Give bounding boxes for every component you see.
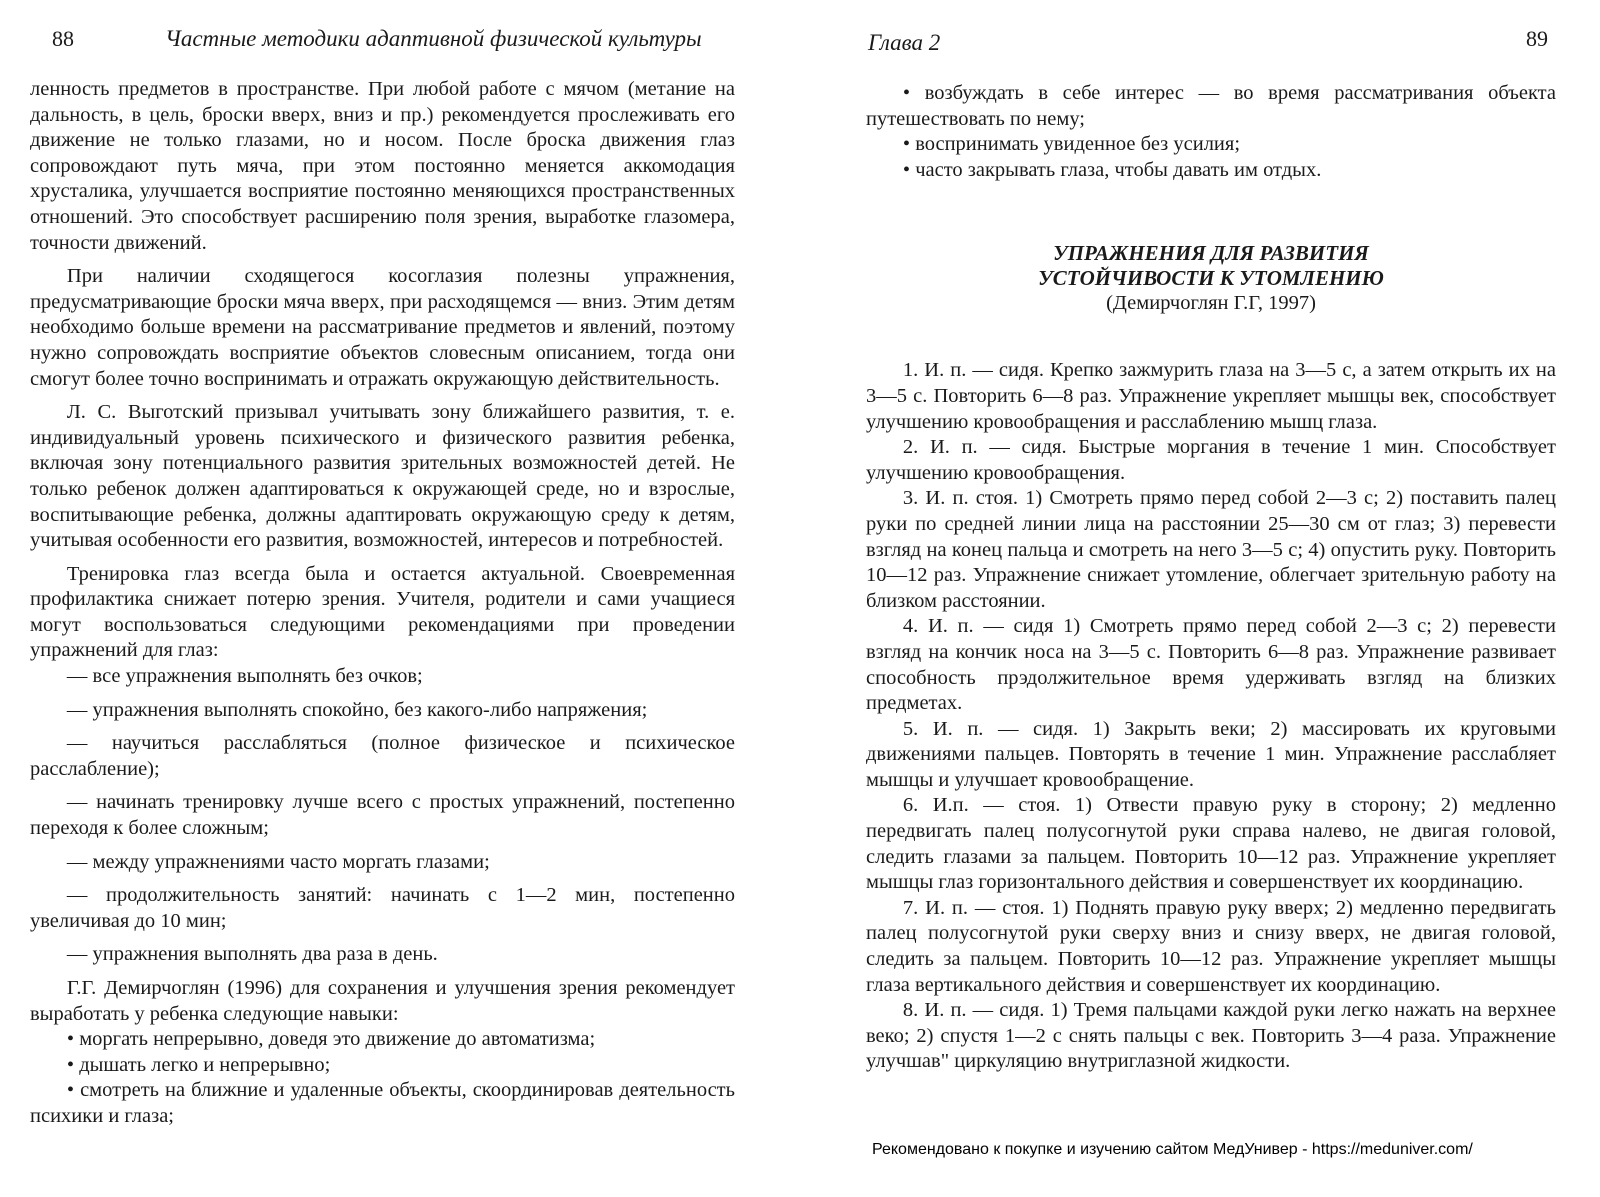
list-item: — упражнения выполнять два раза в день.: [66, 943, 438, 966]
list-item: • часто закрывать глаза, чтобы давать им отдых.: [902, 158, 1322, 181]
section-source: (Демирчоглян Г.Г, 1997): [1106, 292, 1316, 315]
list-item: — между упражнениями часто моргать глазами;: [66, 850, 490, 873]
list-item: • дышать легко и непрерывно;: [66, 1053, 331, 1076]
list-item: — продолжительность занятий: начинать с 1—2 мин, постепенно увеличивая до 10 мин;: [30, 884, 735, 932]
paragraph: Л. С. Выготский призывал учитывать зону ближайшего развития, т. е. индивидуальный уровень психического и физического развития ребенка, включая зону потенциального развития зрительных возможностей детей. Не только ребенок должен адаптироваться к окружающей среде, но и взрослые, воспитывающие ребенка, должны адаптировать окружающую среду к детям, учитывая особенности его развития, возможностей, интересов и потребностей.: [30, 401, 735, 552]
exercise-item: 6. И.п. — стоя. 1) Отвести правую руку в сторону; 2) медленно передвигать палец полусогнутой руки справа налево, не двигая головой, следить глазами за пальцем. Повторить 10—12 раз. Упражнение укрепляет мышцы глаз горизонтального действия и совершенствует их координацию.: [866, 794, 1556, 894]
paragraph: Г.Г. Демирчоглян (1996) для сохранения и улучшения зрения рекомендует выработать у ребенка следующие навыки:: [30, 977, 735, 1025]
exercise-item: 7. И. п. — стоя. 1) Поднять правую руку вверх; 2) медленно передвигать палец полусогнутой руки сверху вниз и снизу вверх, не двигая головой, следить за пальцем. Повторить 10—12 раз. Упражнение укрепляет мышцы глаза вертикального действия и совершенствует их координацию.: [866, 896, 1556, 996]
right-page: [860, 0, 1600, 1197]
list-item: — упражнения выполнять спокойно, без какого-либо напряжения;: [66, 698, 648, 721]
list-item: — все упражнения выполнять без очков;: [66, 665, 423, 688]
body-text: [30, 77, 735, 1130]
list-item: • воспринимать увиденное без усилия;: [902, 133, 1241, 156]
left-page: [0, 0, 790, 1197]
list-item: • моргать непрерывно, доведя это движение до автоматизма;: [66, 1028, 596, 1051]
exercise-item: 8. И. п. — сидя. 1) Тремя пальцами каждой руки легко нажать на верхнее веко; 2) спустя 1—2 с снять пальцы с век. Повторить 3—4 раза. Упражнение улучшав" циркуляцию внутриглазной жидкости.: [866, 999, 1556, 1073]
body-text: [866, 81, 1556, 1075]
paragraph: ленность предметов в пространстве. При любой работе с мячом (метание на дальность, в цель, броски вверх, вниз и пр.) рекомендуется прослеживать его движение не только глазами, но и носом. После броска движения глаз сопровождают путь мяча, при этом постоянно меняется аккомодация хрусталика, улучшается восприятие постоянно меняющихся пространственных отношений. Это способствует расширению поля зрения, выработке глазомера, точности движений.: [30, 78, 735, 254]
paragraph: Тренировка глаз всегда была и остается актуальной. Своевременная профилактика снижает потерю зрения. Учителя, родители и сами учащиеся могут воспользоваться следующими рекомендациями при проведении упражнений для глаз:: [30, 562, 735, 662]
list-item: — научиться расслабляться (полное физическое и психическое расслабление);: [30, 732, 735, 780]
exercise-item: 2. И. п. — сидя. Быстрые моргания в течение 1 мин. Способствует улучшению кровообращения.: [866, 436, 1556, 484]
section-title-line: УПРАЖНЕНИЯ ДЛЯ РАЗВИТИЯ: [1053, 241, 1369, 266]
page-number: 88: [52, 26, 74, 51]
running-head: Частные методики адаптивной физической культуры: [165, 26, 702, 51]
paragraph: При наличии сходящегося косоглазия полезны упражнения, предусматривающие броски мяча вверх, при расходящемся — вниз. Этим детям необходимо больше времени на рассматривание предметов и явлений, поэтому нужно сопровождать восприятие объектов словесным описанием, тогда они смогут более точно воспринимать и отражать окружающую действительность.: [30, 265, 735, 390]
page-number: 89: [1526, 26, 1548, 51]
list-item: — начинать тренировку лучше всего с простых упражнений, постепенно переходя к более сложным;: [30, 791, 735, 840]
exercise-item: 1. И. п. — сидя. Крепко зажмурить глаза на 3—5 с, а затем открыть их на 3—5 с. Повторить 6—8 раз. Упражнение укрепляет мышцы век, способствует улучшению кровообращения и расслаблению мышц глаза.: [866, 359, 1556, 433]
list-item: • смотреть на ближние и удаленные объекты, скоординировав деятельность психики и глаза;: [30, 1079, 735, 1127]
list-item: • возбуждать в себе интерес — во время рассматривания объекта путешествовать по нему;: [866, 82, 1556, 130]
section-title: [866, 241, 1556, 291]
exercise-item: 4. И. п. — сидя 1) Смотреть прямо перед собой 2—3 с; 2) перевести взгляд на кончик носа на 3—5 с. Повторить 6—8 раз. Упражнение развивает способность прэдолжительное время удерживать взгляд на близких предметах.: [866, 615, 1556, 715]
exercise-item: 3. И. п. стоя. 1) Смотреть прямо перед собой 2—3 с; 2) поставить палец руки по средней линии лица на расстоянии 25—30 см от глаз; 3) перевести взгляд на конец пальца и смотреть на него 3—5 с; 4) опустить руку. Повторить 10—12 раз. Упражнение снижает утомление, облегчает зрительную работу на близком расстоянии.: [866, 487, 1556, 612]
exercise-item: 5. И. п. — сидя. 1) Закрыть веки; 2) массировать их круговыми движениями пальцев. Повторять в течение 1 мин. Упражнение расслабляет мышцы и улучшает кровообращение.: [866, 717, 1556, 791]
running-head: Глава 2: [868, 30, 941, 55]
footer-watermark: Рекомендовано к покупке и изучению сайтом МедУнивер - https://meduniver.com/: [872, 1141, 1473, 1158]
section-title-line: УСТОЙЧИВОСТИ К УТОМЛЕНИЮ: [1038, 266, 1384, 291]
